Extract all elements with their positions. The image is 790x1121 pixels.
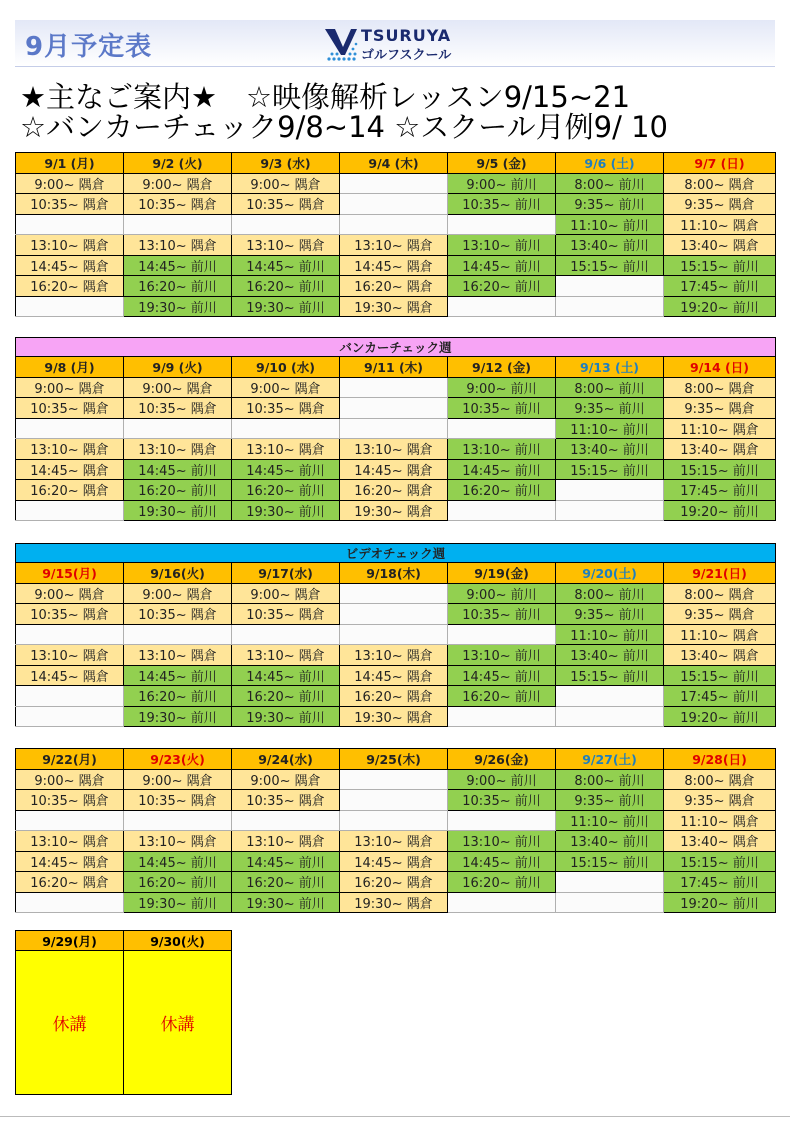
empty-slot [340,194,448,215]
empty-slot [556,500,664,521]
week-4-table [15,748,776,913]
lesson-slot: 13:10~ 隅倉 [232,645,340,666]
lesson-row [16,665,776,686]
day-header: 9/25(木) [340,749,448,770]
lesson-slot: 10:35~ 隅倉 [16,194,124,215]
lesson-slot: 13:40~ 隅倉 [664,235,776,256]
lesson-slot: 19:30~ 前川 [232,500,340,521]
closed-days-header-row [16,931,232,951]
lesson-slot: 16:20~ 隅倉 [16,480,124,501]
day-header: 9/8 (月) [16,357,124,378]
empty-slot [556,706,664,727]
week-3-table [15,543,776,727]
day-header: 9/21(日) [664,563,776,584]
lesson-slot: 8:00~ 前川 [556,173,664,194]
lesson-slot: 13:40~ 隅倉 [664,645,776,666]
day-header: 9/30(火) [124,931,232,951]
page-header [15,20,775,67]
lesson-slot: 16:20~ 隅倉 [340,480,448,501]
lesson-slot: 14:45~ 前川 [232,459,340,480]
lesson-row [16,418,776,439]
tsuruya-logo-icon [323,25,359,63]
lesson-slot: 15:15~ 前川 [664,459,776,480]
lesson-slot: 19:20~ 前川 [664,706,776,727]
day-header: 9/29(月) [16,931,124,951]
lesson-slot: 14:45~ 隅倉 [16,255,124,276]
empty-slot [340,810,448,831]
lesson-slot: 8:00~ 前川 [556,377,664,398]
lesson-slot: 16:20~ 隅倉 [16,276,124,297]
lesson-slot: 11:10~ 隅倉 [664,214,776,235]
day-header: 9/23(火) [124,749,232,770]
lesson-slot: 16:20~ 前川 [448,276,556,297]
lesson-slot: 14:45~ 隅倉 [340,459,448,480]
lesson-row [16,480,776,501]
empty-slot [232,810,340,831]
lesson-slot: 14:45~ 前川 [448,255,556,276]
day-header: 9/1 (月) [16,153,124,174]
lesson-slot: 10:35~ 隅倉 [232,194,340,215]
lesson-slot: 16:20~ 前川 [232,480,340,501]
lesson-slot: 13:40~ 隅倉 [664,831,776,852]
empty-slot [232,418,340,439]
lesson-slot: 10:35~ 隅倉 [232,790,340,811]
lesson-slot: 13:10~ 隅倉 [232,831,340,852]
lesson-slot: 19:30~ 前川 [232,296,340,317]
empty-slot [340,377,448,398]
lesson-slot: 9:00~ 隅倉 [232,769,340,790]
lesson-slot: 19:30~ 前川 [124,706,232,727]
lesson-row [16,624,776,645]
lesson-slot: 10:35~ 隅倉 [124,790,232,811]
lesson-slot: 14:45~ 前川 [232,665,340,686]
empty-slot [124,214,232,235]
lesson-slot: 13:10~ 隅倉 [124,439,232,460]
day-header-row [16,563,776,584]
lesson-row [16,459,776,480]
lesson-slot: 10:35~ 隅倉 [16,398,124,419]
empty-slot [340,604,448,625]
empty-slot [232,624,340,645]
day-header: 9/9 (火) [124,357,232,378]
empty-slot [448,624,556,645]
lesson-slot: 14:45~ 隅倉 [16,665,124,686]
lesson-slot: 11:10~ 隅倉 [664,418,776,439]
lesson-slot: 19:20~ 前川 [664,892,776,913]
empty-slot [556,892,664,913]
day-header: 9/6 (土) [556,153,664,174]
day-header: 9/26(金) [448,749,556,770]
lesson-slot: 13:40~ 前川 [556,439,664,460]
lesson-slot: 16:20~ 隅倉 [340,872,448,893]
empty-slot [448,418,556,439]
lesson-slot: 15:15~ 前川 [556,255,664,276]
lesson-slot: 19:30~ 前川 [124,296,232,317]
lesson-slot: 9:35~ 前川 [556,790,664,811]
lesson-slot: 16:20~ 前川 [232,276,340,297]
empty-slot [16,706,124,727]
lesson-slot: 14:45~ 隅倉 [16,851,124,872]
lesson-row [16,872,776,893]
lesson-slot: 9:35~ 隅倉 [664,194,776,215]
week-banner: ビデオチェック週 [16,544,776,563]
day-header: 9/18(木) [340,563,448,584]
empty-slot [448,214,556,235]
day-header: 9/11 (木) [340,357,448,378]
lesson-slot: 14:45~ 前川 [448,851,556,872]
lesson-slot: 10:35~ 前川 [448,604,556,625]
lesson-slot: 16:20~ 前川 [448,480,556,501]
day-header: 9/7 (日) [664,153,776,174]
lesson-slot: 16:20~ 隅倉 [16,872,124,893]
logo-subtitle: ゴルフスクール [361,48,452,63]
lesson-slot: 19:30~ 隅倉 [340,500,448,521]
lesson-slot: 9:00~ 隅倉 [124,173,232,194]
empty-slot [448,892,556,913]
empty-slot [340,769,448,790]
lesson-row [16,645,776,666]
lesson-slot: 9:00~ 隅倉 [124,583,232,604]
lesson-slot: 8:00~ 前川 [556,583,664,604]
lesson-row [16,173,776,194]
lesson-slot: 9:35~ 前川 [556,604,664,625]
lesson-slot: 19:30~ 前川 [232,706,340,727]
lesson-slot: 16:20~ 隅倉 [340,686,448,707]
lesson-slot: 15:15~ 前川 [556,851,664,872]
empty-slot [340,583,448,604]
lesson-slot: 15:15~ 前川 [556,459,664,480]
day-header: 9/15(月) [16,563,124,584]
lesson-slot: 9:00~ 隅倉 [232,173,340,194]
closed-days-row [16,951,232,1095]
lesson-row [16,892,776,913]
lesson-slot: 14:45~ 前川 [124,459,232,480]
day-header-row [16,749,776,770]
lesson-slot: 13:10~ 隅倉 [124,831,232,852]
lesson-slot: 9:00~ 隅倉 [16,173,124,194]
lesson-row [16,194,776,215]
lesson-slot: 13:10~ 前川 [448,235,556,256]
lesson-slot: 16:20~ 前川 [124,480,232,501]
lesson-row [16,500,776,521]
empty-slot [232,214,340,235]
empty-slot [556,686,664,707]
lesson-slot: 10:35~ 隅倉 [124,194,232,215]
lesson-slot: 13:10~ 隅倉 [340,235,448,256]
footer-divider [0,1116,790,1117]
lesson-slot: 19:30~ 隅倉 [340,296,448,317]
empty-slot [124,810,232,831]
lesson-slot: 9:00~ 隅倉 [16,583,124,604]
lesson-slot: 8:00~ 隅倉 [664,377,776,398]
lesson-slot: 19:30~ 隅倉 [340,706,448,727]
lesson-slot: 10:35~ 隅倉 [124,604,232,625]
lesson-slot: 9:00~ 前川 [448,769,556,790]
empty-slot [16,214,124,235]
day-header-row [16,153,776,174]
lesson-row [16,851,776,872]
lesson-slot: 15:15~ 前川 [664,255,776,276]
empty-slot [340,398,448,419]
closed-cell: 休講 [16,951,124,1095]
closed-days-table [15,930,232,1095]
empty-slot [124,418,232,439]
lesson-slot: 19:20~ 前川 [664,296,776,317]
lesson-slot: 9:00~ 前川 [448,583,556,604]
lesson-row [16,583,776,604]
empty-slot [340,790,448,811]
lesson-slot: 8:00~ 隅倉 [664,173,776,194]
lesson-row [16,398,776,419]
lesson-slot: 15:15~ 前川 [556,665,664,686]
page-title: 9月予定表 [25,32,153,62]
lesson-slot: 17:45~ 前川 [664,480,776,501]
lesson-slot: 14:45~ 前川 [124,665,232,686]
lesson-slot: 16:20~ 前川 [232,686,340,707]
lesson-slot: 15:15~ 前川 [664,851,776,872]
day-header: 9/4 (木) [340,153,448,174]
empty-slot [340,418,448,439]
day-header: 9/10 (水) [232,357,340,378]
week-banner-row [16,338,776,357]
lesson-slot: 9:00~ 前川 [448,173,556,194]
empty-slot [340,624,448,645]
lesson-row [16,769,776,790]
lesson-slot: 14:45~ 隅倉 [340,255,448,276]
lesson-slot: 13:10~ 隅倉 [124,235,232,256]
empty-slot [448,706,556,727]
lesson-row [16,810,776,831]
lesson-slot: 13:10~ 隅倉 [124,645,232,666]
day-header: 9/5 (金) [448,153,556,174]
lesson-slot: 11:10~ 隅倉 [664,624,776,645]
closed-cell: 休講 [124,951,232,1095]
tsuruya-logo [323,25,483,63]
lesson-row [16,276,776,297]
lesson-slot: 10:35~ 隅倉 [124,398,232,419]
lesson-slot: 16:20~ 前川 [124,686,232,707]
lesson-slot: 19:20~ 前川 [664,500,776,521]
day-header: 9/12 (金) [448,357,556,378]
lesson-slot: 11:10~ 前川 [556,418,664,439]
day-header: 9/14 (日) [664,357,776,378]
lesson-slot: 16:20~ 前川 [232,872,340,893]
lesson-slot: 14:45~ 隅倉 [340,665,448,686]
lesson-row [16,790,776,811]
lesson-slot: 13:10~ 隅倉 [232,235,340,256]
lesson-row [16,296,776,317]
day-header: 9/24(水) [232,749,340,770]
day-header: 9/20(土) [556,563,664,584]
lesson-slot: 13:40~ 前川 [556,831,664,852]
lesson-slot: 9:35~ 隅倉 [664,604,776,625]
empty-slot [448,810,556,831]
week-banner: バンカーチェック週 [16,338,776,357]
lesson-slot: 19:30~ 前川 [124,892,232,913]
empty-slot [556,296,664,317]
day-header: 9/16(火) [124,563,232,584]
empty-slot [16,810,124,831]
lesson-slot: 8:00~ 隅倉 [664,769,776,790]
lesson-slot: 15:15~ 前川 [664,665,776,686]
empty-slot [16,892,124,913]
lesson-slot: 19:30~ 隅倉 [340,892,448,913]
lesson-row [16,377,776,398]
lesson-slot: 16:20~ 前川 [124,872,232,893]
notice-line-1: ★主なご案内★ ☆映像解析レッスン9/15~21 [20,80,631,114]
lesson-row [16,706,776,727]
lesson-slot: 14:45~ 前川 [124,255,232,276]
day-header: 9/19(金) [448,563,556,584]
day-header-row [16,357,776,378]
lesson-slot: 10:35~ 隅倉 [16,790,124,811]
day-header: 9/22(月) [16,749,124,770]
lesson-slot: 17:45~ 前川 [664,686,776,707]
lesson-row [16,831,776,852]
lesson-row [16,604,776,625]
lesson-slot: 10:35~ 隅倉 [16,604,124,625]
lesson-slot: 13:10~ 隅倉 [340,645,448,666]
lesson-slot: 19:30~ 前川 [232,892,340,913]
empty-slot [340,214,448,235]
lesson-slot: 17:45~ 前川 [664,872,776,893]
lesson-slot: 13:10~ 隅倉 [16,235,124,256]
lesson-slot: 14:45~ 隅倉 [340,851,448,872]
lesson-slot: 16:20~ 前川 [448,872,556,893]
lesson-slot: 9:00~ 隅倉 [124,769,232,790]
empty-slot [16,418,124,439]
day-header: 9/17(水) [232,563,340,584]
lesson-slot: 9:00~ 隅倉 [124,377,232,398]
lesson-slot: 10:35~ 前川 [448,790,556,811]
empty-slot [16,500,124,521]
lesson-slot: 9:35~ 前川 [556,398,664,419]
lesson-slot: 11:10~ 前川 [556,214,664,235]
lesson-slot: 13:10~ 前川 [448,645,556,666]
lesson-slot: 9:00~ 隅倉 [16,769,124,790]
empty-slot [124,624,232,645]
lesson-slot: 9:00~ 前川 [448,377,556,398]
empty-slot [16,686,124,707]
lesson-slot: 13:40~ 前川 [556,235,664,256]
lesson-slot: 17:45~ 前川 [664,276,776,297]
lesson-slot: 13:40~ 前川 [556,645,664,666]
notice-line-2: ☆バンカーチェック9/8~14 ☆スクール月例9/ 10 [20,110,668,144]
empty-slot [448,500,556,521]
lesson-slot: 9:35~ 隅倉 [664,790,776,811]
lesson-slot: 9:35~ 前川 [556,194,664,215]
week-2-table [15,337,776,521]
lesson-slot: 19:30~ 前川 [124,500,232,521]
lesson-slot: 13:10~ 隅倉 [16,645,124,666]
lesson-slot: 9:35~ 隅倉 [664,398,776,419]
empty-slot [340,173,448,194]
lesson-slot: 10:35~ 前川 [448,194,556,215]
lesson-slot: 13:10~ 前川 [448,831,556,852]
lesson-slot: 8:00~ 前川 [556,769,664,790]
lesson-slot: 14:45~ 前川 [448,665,556,686]
lesson-slot: 13:40~ 隅倉 [664,439,776,460]
day-header: 9/13 (土) [556,357,664,378]
lesson-slot: 16:20~ 前川 [448,686,556,707]
lesson-slot: 9:00~ 隅倉 [232,583,340,604]
lesson-slot: 14:45~ 前川 [232,851,340,872]
day-header: 9/27(土) [556,749,664,770]
lesson-slot: 8:00~ 隅倉 [664,583,776,604]
day-header: 9/2 (火) [124,153,232,174]
lesson-row [16,439,776,460]
lesson-slot: 11:10~ 前川 [556,624,664,645]
week-banner-row [16,544,776,563]
lesson-slot: 14:45~ 前川 [232,255,340,276]
lesson-row [16,214,776,235]
lesson-row [16,255,776,276]
week-1-table [15,152,776,317]
lesson-slot: 10:35~ 隅倉 [232,604,340,625]
lesson-slot: 13:10~ 隅倉 [340,831,448,852]
lesson-slot: 9:00~ 隅倉 [16,377,124,398]
lesson-row [16,235,776,256]
lesson-slot: 13:10~ 隅倉 [232,439,340,460]
lesson-slot: 9:00~ 隅倉 [232,377,340,398]
lesson-slot: 14:45~ 隅倉 [16,459,124,480]
lesson-slot: 10:35~ 隅倉 [232,398,340,419]
empty-slot [16,296,124,317]
logo-wordmark: TSURUYA [361,26,452,45]
lesson-slot: 16:20~ 前川 [124,276,232,297]
day-header: 9/28(日) [664,749,776,770]
lesson-slot: 13:10~ 隅倉 [340,439,448,460]
lesson-slot: 14:45~ 前川 [448,459,556,480]
lesson-slot: 11:10~ 隅倉 [664,810,776,831]
lesson-slot: 13:10~ 隅倉 [16,831,124,852]
lesson-slot: 13:10~ 隅倉 [16,439,124,460]
lesson-slot: 13:10~ 前川 [448,439,556,460]
lesson-slot: 16:20~ 隅倉 [340,276,448,297]
lesson-slot: 10:35~ 前川 [448,398,556,419]
lesson-slot: 11:10~ 前川 [556,810,664,831]
lesson-slot: 14:45~ 前川 [124,851,232,872]
lesson-row [16,686,776,707]
day-header: 9/3 (水) [232,153,340,174]
empty-slot [448,296,556,317]
empty-slot [556,480,664,501]
empty-slot [556,872,664,893]
empty-slot [556,276,664,297]
empty-slot [16,624,124,645]
